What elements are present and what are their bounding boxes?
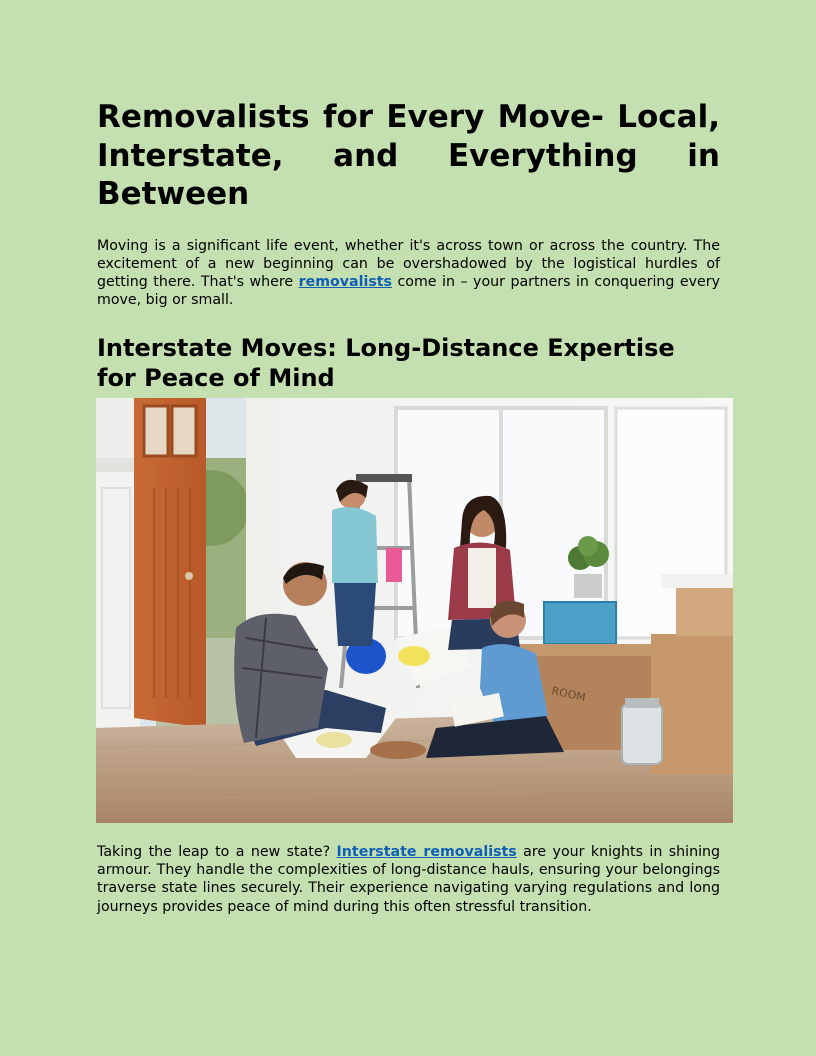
section-heading: Interstate Moves: Long-Distance Expertise for Peace of Mind <box>97 334 675 392</box>
interstate-removalists-link[interactable]: Interstate removalists <box>336 844 517 860</box>
family-moving-photo <box>96 398 733 823</box>
intro-text-start: Moving is a significant life event, whether it's across town or across the country. The excitement of a new beginning can be overshadowed by the logistical hurdles of getting there. That's where <box>97 237 720 290</box>
interstate-paragraph <box>97 843 720 916</box>
interstate-section <box>97 843 720 916</box>
removalists-link[interactable]: removalists <box>298 273 392 290</box>
interstate-text-start: Taking the leap to a new state? <box>97 844 337 860</box>
interstate-text-end: are your knights in shining armour. They handle the complexities of long-distance hauls, ensuring your belongings traverse state lines securely. Their experience navigating varying regulations and long journeys provides peace of mind during this often stressful transition. <box>97 844 721 915</box>
page-title: Removalists for Every Move- Local, Interstate, and Everything in Between <box>97 99 720 212</box>
intro-paragraph <box>97 237 720 310</box>
article <box>97 98 720 393</box>
intro-text-end: come in – your partners in conquering every move, big or small. <box>97 273 720 309</box>
box-label: ROOM <box>550 684 587 705</box>
